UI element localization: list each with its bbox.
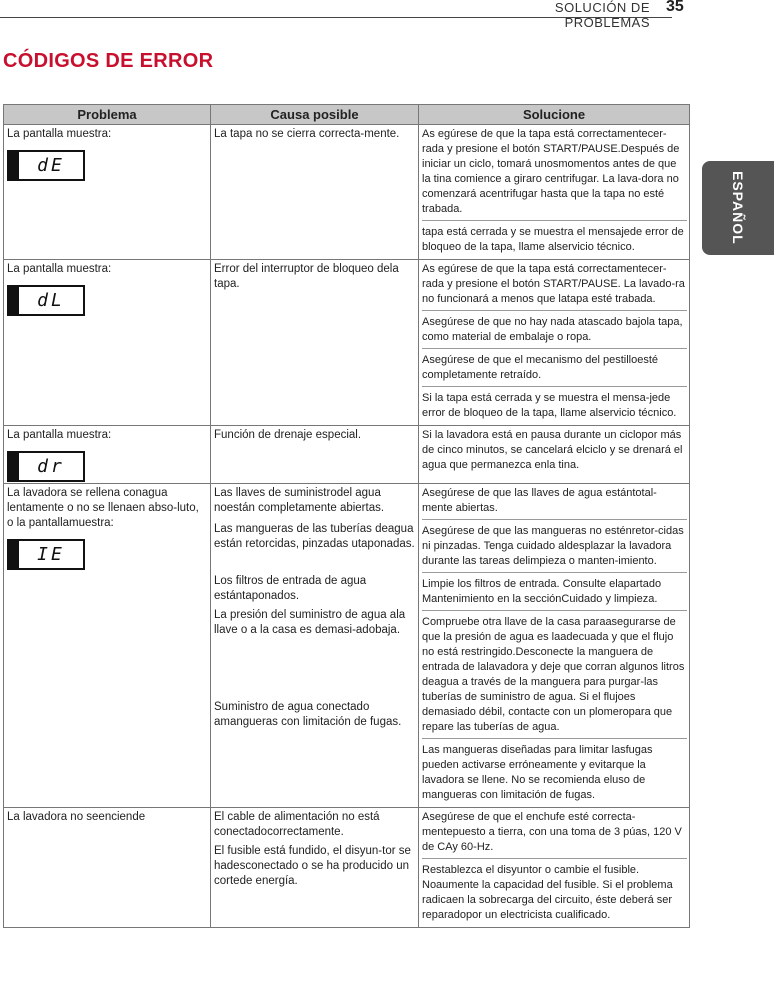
error-codes-table	[3, 104, 690, 928]
solution-text: Las mangueras diseñadas para limitar lasfugas pueden activarse erróneamente y evitarque la lavadora se llene. No se recomienda eluso de mangueras con limitación de fugas.	[422, 744, 653, 801]
table-header-row	[4, 105, 690, 125]
solution-text: Asegúrese de que las mangueras no esténretor-cidas ni pinzadas. Tenga cuidado aldesplazar la lavadora durante las tareas delimpieza o manten-imiento.	[422, 524, 687, 573]
problem-cell	[4, 125, 211, 260]
solution-text: Asegúrese de que no hay nada atascado bajola tapa, como material de embalaje o ropa.	[422, 315, 687, 349]
problem-text: La pantalla muestra:	[7, 263, 112, 275]
error-code-display	[7, 150, 85, 181]
problem-cell	[4, 260, 211, 426]
column-header-problem: Problema	[4, 105, 211, 125]
cause-text: Error del interruptor de bloqueo dela tapa.	[214, 263, 399, 290]
column-header-cause: Causa posible	[211, 105, 419, 125]
header-section-title: SOLUCIÓN DE PROBLEMAS	[554, 0, 650, 30]
solution-text: Limpie los filtros de entrada. Consulte elapartado Mantenimiento en la secciónCuidado y limpieza.	[422, 577, 687, 611]
problem-cell	[4, 426, 211, 484]
cause-text: El fusible está fundido, el disyun-tor se hadesconectado o se ha producido un cortede energía.	[214, 845, 411, 887]
cause-cell	[211, 125, 419, 260]
cause-text: Los filtros de entrada de agua estántaponados.	[214, 575, 367, 602]
problem-text: La pantalla muestra:	[7, 128, 112, 140]
error-code: dE	[37, 155, 65, 176]
cause-cell	[211, 484, 419, 808]
cause-cell	[211, 260, 419, 426]
solution-text: Asegúrese de que las llaves de agua estántotal-mente abiertas.	[422, 486, 687, 520]
cause-text: La presión del suministro de agua ala llave o a la casa es demasi-adobaja.	[214, 609, 406, 636]
error-code: IE	[37, 544, 65, 565]
cause-text: Las llaves de suministrodel agua noestán completamente abiertas.	[214, 487, 385, 514]
error-code-display	[7, 539, 85, 570]
cause-text: El cable de alimentación no está conectadocorrectamente.	[214, 811, 380, 838]
page-number: 35	[666, 0, 684, 15]
cause-text: Función de drenaje especial.	[214, 429, 362, 441]
solution-text: Asegúrese de que el enchufe esté correcta-mentepuesto a tierra, con una toma de 3 púas, 120 V de CAy 60-Hz.	[422, 810, 687, 859]
language-tab-label: ESPAÑOL	[730, 171, 746, 245]
cause-cell	[211, 808, 419, 928]
solution-text: Compruebe otra llave de la casa paraasegurarse de que la presión de agua es laadecuada y que el flujo no está restringido.Desconecte la manguera de entrada de lalavadora y deje que corran algunos litros deagua a través de la manguera para purgar-las tuberías de suministro de agua. Si el flujoes demasiado débil, contacte con un plomeropara que repare las tuberías de agua.	[422, 615, 687, 739]
solution-cell	[419, 426, 690, 484]
solution-text: As egúrese de que la tapa está correctamentecer-rada y presione el botón START/PAUSE.Después de iniciar un ciclo, tomará unosmomentos antes de que la tina comience a giraro centrifugar. La lava-dora no comenzará acentrifugar hasta que la tapa no esté trabada.	[422, 127, 687, 221]
error-code: dL	[37, 290, 65, 311]
cause-cell	[211, 426, 419, 484]
solution-cell	[419, 125, 690, 260]
solution-text: Asegúrese de que el mecanismo del pestilloesté completamente retraído.	[422, 353, 687, 387]
error-code-display	[7, 285, 85, 316]
error-code-display	[7, 451, 85, 482]
cause-text: La tapa no se cierra correcta-mente.	[214, 128, 400, 140]
solution-text: Restablezca el disyuntor o cambie el fusible. Noaumente la capacidad del fusible. Si el problema radicaen la sobrecarga del circuito, éste deberá ser reparadopor un electricista cualificado.	[422, 864, 673, 921]
solution-cell	[419, 260, 690, 426]
cause-text: Suministro de agua conectado amangueras con limitación de fugas.	[214, 701, 402, 728]
problem-text: La pantalla muestra:	[7, 429, 112, 441]
cause-text: Las mangueras de las tuberías deagua están retorcidas, pinzadas utaponadas.	[214, 523, 415, 550]
solution-cell	[419, 808, 690, 928]
solution-text: Si la lavadora está en pausa durante un ciclopor más de cinco minutos, se cancelará elciclo y se drenará el agua que permanezca enla tina.	[422, 429, 683, 471]
solution-text: Si la tapa está cerrada y se muestra el mensa-jede error de bloqueo de la tapa, llame alservicio técnico.	[422, 392, 677, 419]
problem-cell	[4, 484, 211, 808]
problem-cell	[4, 808, 211, 928]
language-tab	[702, 161, 774, 255]
table-row	[4, 125, 690, 260]
problem-text: La lavadora se rellena conagua lentamente o no se llenaen abso-luto, o la pantallamuestra:	[7, 487, 199, 529]
table-row	[4, 808, 690, 928]
error-code: dr	[37, 456, 65, 477]
problem-text: La lavadora no seenciende	[7, 811, 146, 823]
table-row	[4, 426, 690, 484]
page-title: CÓDIGOS DE ERROR	[3, 50, 214, 72]
table-row	[4, 484, 690, 808]
solution-text: tapa está cerrada y se muestra el mensajede error de bloqueo de la tapa, llame alservicio técnico.	[422, 226, 684, 253]
column-header-solution: Solucione	[419, 105, 690, 125]
solution-text: As egúrese de que la tapa está correctamentecer-rada y presione el botón START/PAUSE. La lavado-ra no funcionará a menos que latapa esté trabada.	[422, 262, 687, 311]
solution-cell	[419, 484, 690, 808]
table-row	[4, 260, 690, 426]
